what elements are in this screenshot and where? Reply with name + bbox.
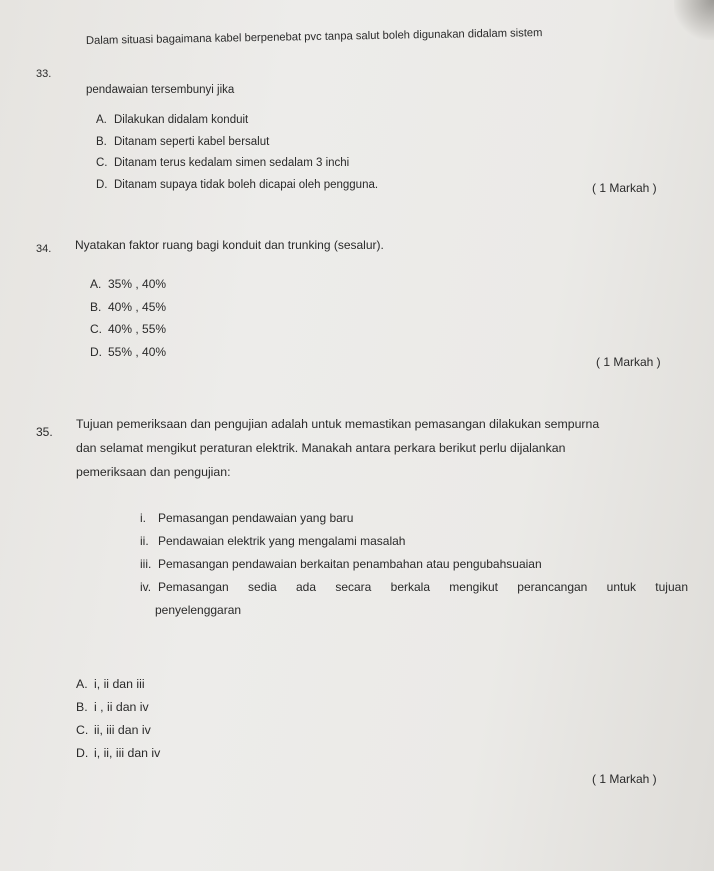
question-text-line-1: Tujuan pemeriksaan dan pengujian adalah untuk memastikan pemasangan dilakukan sempurna <box>76 417 600 431</box>
option-a[interactable]: A. i, ii dan iii <box>76 677 145 691</box>
statement-iii: iii. Pemasangan pendawaian berkaitan penambahan atau pengubahsuaian <box>140 557 542 571</box>
marks-label: ( 1 Markah ) <box>596 355 661 369</box>
question-number: 35. <box>36 425 53 439</box>
options-list <box>76 673 160 765</box>
options-list <box>96 110 378 196</box>
option-c[interactable]: C. 40% , 55% <box>90 322 167 336</box>
marks-label: ( 1 Markah ) <box>592 181 657 195</box>
option-d[interactable]: D. i, ii, iii dan iv <box>76 746 161 760</box>
option-b[interactable]: B. i , ii dan iv <box>76 700 149 714</box>
question-text-line-3: pemeriksaan dan pengujian: <box>76 465 231 479</box>
option-a[interactable]: A. 35% , 40% <box>90 277 167 291</box>
question-text-line-1: Nyatakan faktor ruang bagi konduit dan trunking (sesalur). <box>75 238 384 252</box>
options-list <box>90 273 166 363</box>
option-b[interactable]: B. Ditanam seperti kabel bersalut <box>96 135 270 148</box>
option-a[interactable]: A. Dilakukan didalam konduit <box>96 114 249 126</box>
option-c[interactable]: C. Ditanam terus kedalam simen sedalam 3 inchi <box>96 157 350 169</box>
option-d[interactable]: D. Ditanam supaya tidak boleh dicapai oleh pengguna. <box>96 178 379 191</box>
question-text-line-2: dan selamat mengikut peraturan elektrik. Manakah antara perkara berikut perlu dijalankan <box>76 441 566 455</box>
marks-label: ( 1 Markah ) <box>592 772 657 786</box>
question-text <box>76 412 599 484</box>
statement-ii: ii. Pendawaian elektrik yang mengalami masalah <box>140 534 406 548</box>
question-number: 33. <box>36 68 52 80</box>
option-d[interactable]: D. 55% , 40% <box>90 344 167 359</box>
question-text <box>86 28 543 55</box>
question-text <box>86 77 234 104</box>
question-text-line-2: pendawaian tersembunyi jika <box>86 84 235 96</box>
statement-iv-continued: penyelenggaran <box>155 603 242 617</box>
option-b[interactable]: B. 40% , 45% <box>90 299 167 314</box>
statement-iv: iv. Pemasangan sedia ada secara berkala mengikut perancangan untuk tujuan <box>140 580 688 594</box>
statements-list <box>140 507 688 622</box>
question-text-line-1: Dalam situasi bagaimana kabel berpenebat pvc tanpa salut boleh digunakan didalam sistem <box>85 27 543 47</box>
page-corner-shadow <box>674 0 714 40</box>
statement-i: i. Pemasangan pendawaian yang baru <box>140 511 354 525</box>
question-number: 34. <box>36 243 52 255</box>
question-text <box>75 232 384 259</box>
option-c[interactable]: C. ii, iii dan iv <box>76 723 151 737</box>
